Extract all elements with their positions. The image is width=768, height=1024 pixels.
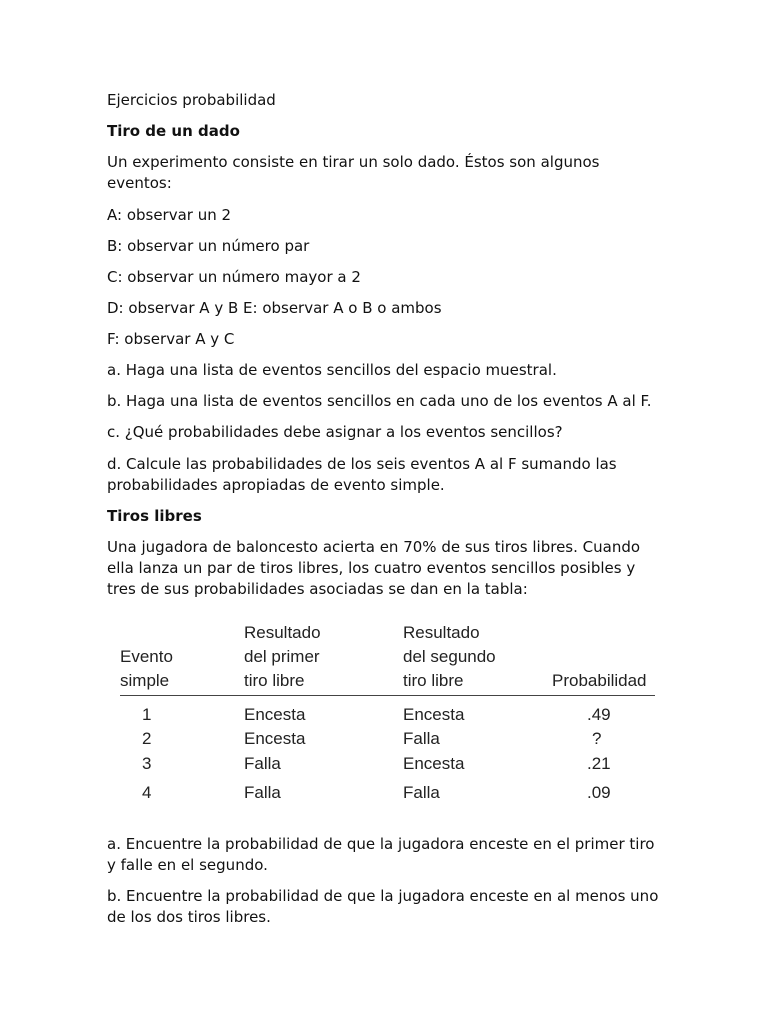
- event-b: B: observar un número par: [107, 237, 310, 255]
- row3-prob: .21: [587, 754, 611, 773]
- dado-question-b: b. Haga una lista de eventos sencillos en cada uno de los eventos A al F.: [107, 392, 652, 410]
- dado-intro: [107, 152, 667, 194]
- row4-evento: 4: [142, 783, 152, 802]
- dado-question-d: [107, 454, 667, 496]
- dado-intro-line2: eventos:: [107, 174, 172, 192]
- row1-evento: 1: [142, 705, 152, 724]
- tiros-question-b: [107, 886, 667, 928]
- header-evento-line1: Evento: [120, 647, 173, 666]
- tiros-intro-line3: tres de sus probabilidades asociadas se dan en la tabla:: [107, 580, 528, 598]
- document-title: Ejercicios probabilidad: [107, 91, 276, 109]
- event-a: A: observar un 2: [107, 206, 232, 224]
- header-primer-line3: tiro libre: [244, 671, 305, 690]
- header-probabilidad: Probabilidad: [552, 671, 647, 690]
- dado-question-d-line1: d. Calcule las probabilidades de los seis eventos A al F sumando las: [107, 455, 617, 473]
- header-evento-simple: [120, 645, 173, 693]
- header-primer-line1: Resultado: [244, 623, 321, 642]
- dado-question-c: c. ¿Qué probabilidades debe asignar a los eventos sencillos?: [107, 423, 563, 441]
- row3-evento: 3: [142, 754, 152, 773]
- table-header-rule: [120, 695, 655, 696]
- header-segundo-line1: Resultado: [403, 623, 480, 642]
- tiros-question-b-line1: b. Encuentre la probabilidad de que la jugadora enceste en al menos uno: [107, 887, 659, 905]
- tiros-question-a-line2: y falle en el segundo.: [107, 856, 268, 874]
- dado-question-d-line2: probabilidades apropiadas de evento simple.: [107, 476, 445, 494]
- row1-segundo: Encesta: [403, 705, 465, 724]
- tiros-intro: [107, 537, 667, 600]
- header-evento-line2: simple: [120, 671, 170, 690]
- tiros-intro-line1: Una jugadora de baloncesto acierta en 70% de sus tiros libres. Cuando: [107, 538, 641, 556]
- row2-segundo: Falla: [403, 729, 440, 748]
- row3-segundo: Encesta: [403, 754, 465, 773]
- header-primer-tiro: [244, 621, 321, 693]
- row4-prob: .09: [587, 783, 611, 802]
- probability-table: [107, 615, 667, 815]
- row2-primer: Encesta: [244, 729, 306, 748]
- row3-primer: Falla: [244, 754, 281, 773]
- header-segundo-line2: del segundo: [403, 647, 496, 666]
- event-c: C: observar un número mayor a 2: [107, 268, 361, 286]
- dado-intro-line1: Un experimento consiste en tirar un solo dado. Éstos son algunos: [107, 153, 600, 171]
- row1-prob: .49: [587, 705, 611, 724]
- row1-primer: Encesta: [244, 705, 306, 724]
- header-segundo-line3: tiro libre: [403, 671, 464, 690]
- event-f: F: observar A y C: [107, 330, 235, 348]
- tiros-question-b-line2: de los dos tiros libres.: [107, 908, 271, 926]
- row4-primer: Falla: [244, 783, 281, 802]
- row2-prob: ?: [592, 729, 602, 748]
- row2-evento: 2: [142, 729, 152, 748]
- section-heading-dado: Tiro de un dado: [107, 122, 240, 140]
- section-heading-tiros: Tiros libres: [107, 507, 202, 525]
- row4-segundo: Falla: [403, 783, 440, 802]
- dado-question-a: a. Haga una lista de eventos sencillos del espacio muestral.: [107, 361, 557, 379]
- header-primer-line2: del primer: [244, 647, 320, 666]
- event-d-e: D: observar A y B E: observar A o B o ambos: [107, 299, 442, 317]
- tiros-intro-line2: ella lanza un par de tiros libres, los cuatro eventos sencillos posibles y: [107, 559, 636, 577]
- tiros-question-a: [107, 834, 667, 876]
- tiros-question-a-line1: a. Encuentre la probabilidad de que la jugadora enceste en el primer tiro: [107, 835, 655, 853]
- header-segundo-tiro: [403, 621, 496, 693]
